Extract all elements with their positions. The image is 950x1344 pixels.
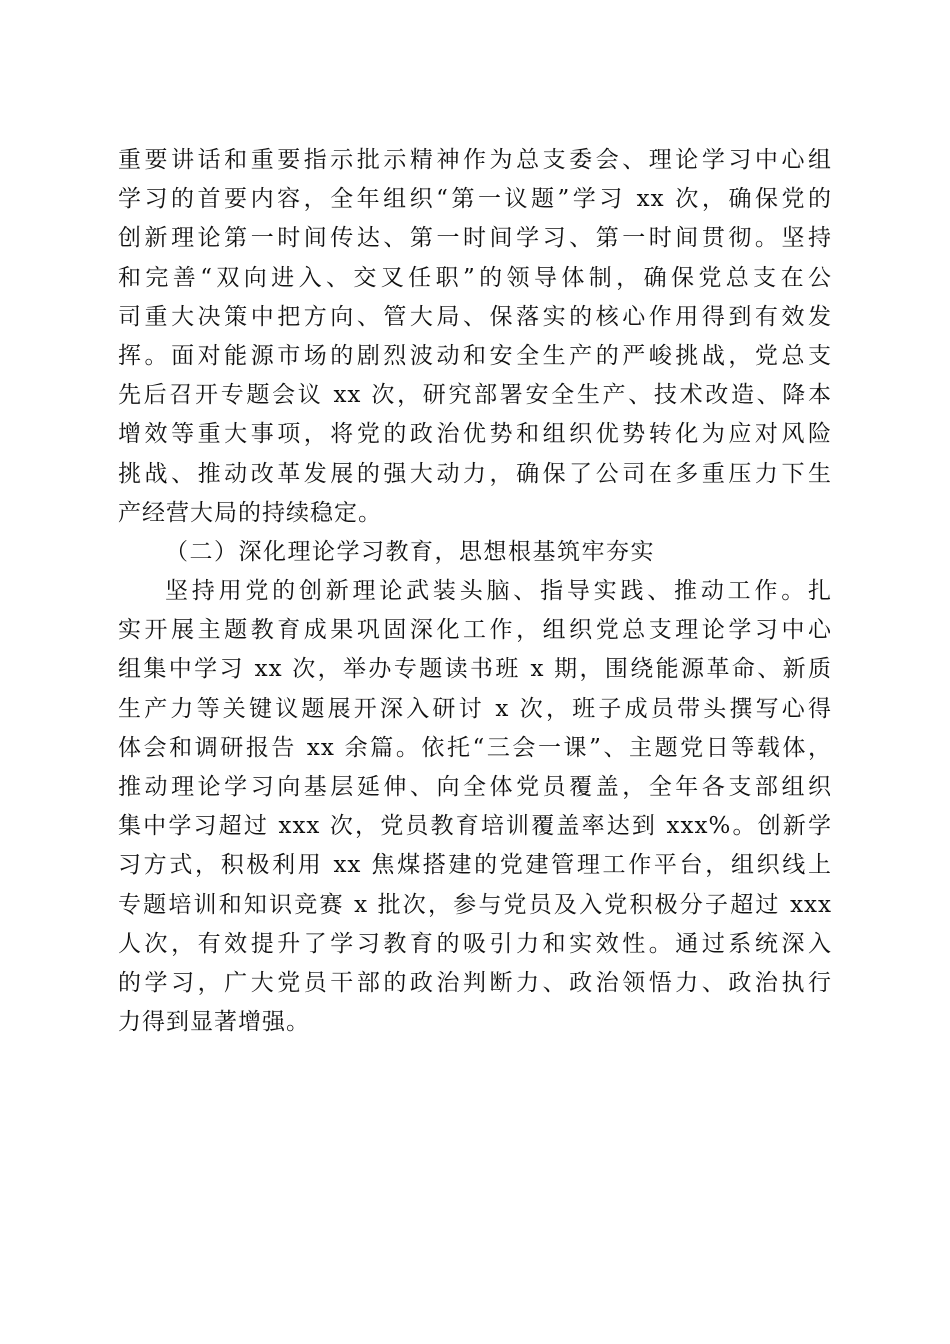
document-body: [118, 141, 832, 1042]
text-line: 体会和调研报告 xx 余篇。依托“三会一课”、主题党日等载体，: [118, 734, 832, 761]
text-line: 专题培训和知识竞赛 x 批次，参与党员及入党积极分子超过 xxx: [118, 891, 832, 918]
text-line: 司重大决策中把方向、管大局、保落实的核心作用得到有效发: [118, 303, 832, 330]
text-line: 和完善“双向进入、交叉任职”的领导体制，确保党总支在公: [118, 264, 832, 291]
text-line: 先后召开专题会议 xx 次，研究部署安全生产、技术改造、降本: [118, 382, 832, 409]
text-line: 产经营大局的持续稳定。: [118, 499, 382, 526]
text-line: 坚持用党的创新理论武装头脑、指导实践、推动工作。扎: [165, 578, 832, 605]
section-heading: （二）深化理论学习教育，思想根基筑牢夯实: [165, 538, 655, 565]
paragraph-2: [118, 572, 832, 1042]
text-line: 挑战、推动改革发展的强大动力，确保了公司在多重压力下生: [118, 460, 832, 487]
text-line: 挥。面对能源市场的剧烈波动和安全生产的严峻挑战，党总支: [118, 342, 832, 369]
text-line: 集中学习超过 xxx 次，党员教育培训覆盖率达到 xxx%。创新学: [118, 813, 832, 840]
text-line: 学习的首要内容，全年组织“第一议题”学习 xx 次，确保党的: [118, 186, 832, 213]
paragraph-1: [118, 141, 832, 533]
text-line: 力得到显著增强。: [118, 1009, 310, 1036]
text-line: 推动理论学习向基层延伸、向全体党员覆盖，全年各支部组织: [118, 774, 832, 800]
text-line: 生产力等关键议题展开深入研讨 x 次，班子成员带头撰写心得: [118, 695, 832, 722]
text-line: 增效等重大事项，将党的政治优势和组织优势转化为应对风险: [118, 421, 832, 448]
text-line: 的学习，广大党员干部的政治判断力、政治领悟力、政治执行: [118, 969, 832, 996]
text-line: 习方式，积极利用 xx 焦煤搭建的党建管理工作平台，组织线上: [118, 852, 832, 879]
text-line: 创新理论第一时间传达、第一时间学习、第一时间贯彻。坚持: [118, 225, 832, 252]
text-line: 人次，有效提升了学习教育的吸引力和实效性。通过系统深入: [118, 930, 832, 957]
text-line: 组集中学习 xx 次，举办专题读书班 x 期，围绕能源革命、新质: [118, 656, 832, 683]
text-line: 实开展主题教育成果巩固深化工作，组织党总支理论学习中心: [118, 617, 832, 644]
text-line: 重要讲话和重要指示批示精神作为总支委会、理论学习中心组: [118, 147, 832, 173]
